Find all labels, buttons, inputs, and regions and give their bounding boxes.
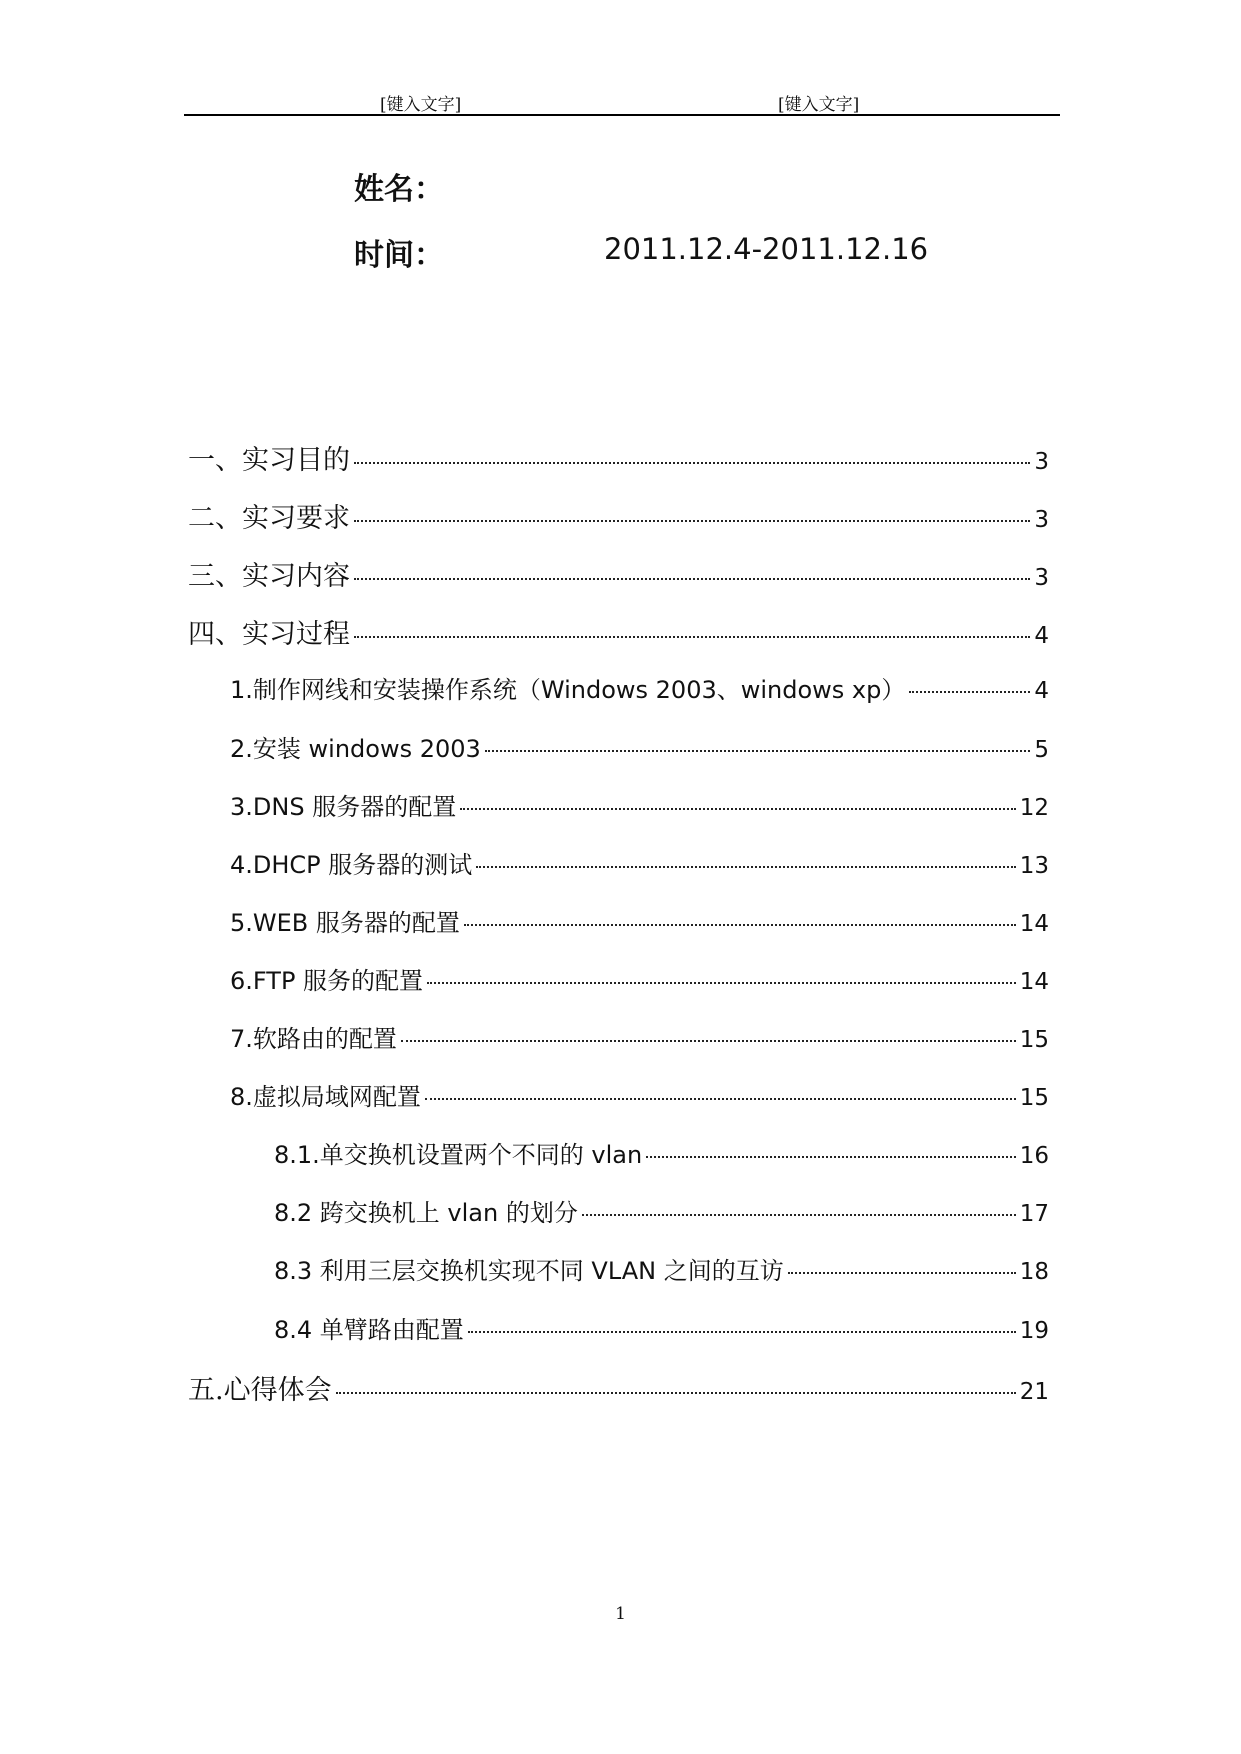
toc-entry[interactable] xyxy=(188,438,1049,478)
toc-dot-leader xyxy=(788,1272,1016,1274)
toc-dot-leader xyxy=(464,924,1016,926)
toc-entry-title: 3.DNS 服务器的配置 xyxy=(230,793,457,821)
toc-entry-page: 4 xyxy=(1034,678,1049,704)
toc-entry-page: 14 xyxy=(1019,969,1049,995)
toc-dot-leader xyxy=(354,578,1030,580)
toc-entry-page: 3 xyxy=(1034,507,1049,533)
toc-entry[interactable] xyxy=(230,903,1049,943)
page-number: 1 xyxy=(615,1604,626,1624)
toc-entry[interactable] xyxy=(274,1135,1049,1175)
toc-entry-title: 8.虚拟局域网配置 xyxy=(230,1083,421,1111)
toc-entry[interactable] xyxy=(274,1193,1049,1233)
toc-entry-title: 二、实习要求 xyxy=(188,503,350,534)
toc-entry-title: 8.2 跨交换机上 vlan 的划分 xyxy=(274,1199,578,1227)
toc-entry-page: 17 xyxy=(1019,1201,1049,1227)
toc-dot-leader xyxy=(582,1214,1016,1216)
toc-entry-title: 五.心得体会 xyxy=(188,1375,332,1406)
toc-dot-leader xyxy=(336,1392,1016,1394)
toc-entry-title: 四、实习过程 xyxy=(188,619,350,650)
toc-entry-title: 三、实习内容 xyxy=(188,561,350,592)
toc-entry-page: 19 xyxy=(1019,1318,1049,1344)
toc-entry-page: 4 xyxy=(1034,623,1049,649)
toc-dot-leader xyxy=(468,1331,1016,1333)
toc-entry-title: 8.1.单交换机设置两个不同的 vlan xyxy=(274,1141,643,1169)
toc-entry[interactable] xyxy=(188,612,1049,652)
toc-dot-leader xyxy=(425,1098,1016,1100)
toc-entry[interactable] xyxy=(188,554,1049,594)
toc-entry-page: 5 xyxy=(1034,737,1049,763)
toc-entry-page: 15 xyxy=(1019,1027,1049,1053)
toc-entry-page: 13 xyxy=(1019,853,1049,879)
toc-entry-page: 12 xyxy=(1019,795,1049,821)
toc-entry-title: 8.3 利用三层交换机实现不同 VLAN 之间的互访 xyxy=(274,1257,784,1285)
toc-entry-title: 一、实习目的 xyxy=(188,445,350,476)
toc-dot-leader xyxy=(427,982,1016,984)
toc-entry[interactable] xyxy=(188,496,1049,536)
time-value: 2011.12.4-2011.12.16 xyxy=(604,232,929,266)
toc-entry[interactable] xyxy=(230,1019,1049,1059)
toc-entry-title: 5.WEB 服务器的配置 xyxy=(230,909,460,937)
toc-entry[interactable] xyxy=(188,1368,1049,1408)
toc-entry-page: 18 xyxy=(1019,1259,1049,1285)
toc-entry-title: 4.DHCP 服务器的测试 xyxy=(230,851,473,879)
toc-entry[interactable] xyxy=(230,845,1049,885)
toc-entry[interactable] xyxy=(230,729,1049,769)
toc-entry-title: 1.制作网线和安装操作系统（Windows 2003、windows xp） xyxy=(230,676,906,704)
toc-entry-title: 8.4 单臂路由配置 xyxy=(274,1316,464,1344)
toc-dot-leader xyxy=(476,866,1015,868)
toc-dot-leader xyxy=(646,1156,1016,1158)
toc-entry-title: 2.安装 windows 2003 xyxy=(230,735,481,763)
toc-dot-leader xyxy=(460,808,1016,810)
toc-dot-leader xyxy=(354,636,1030,638)
toc-entry-page: 16 xyxy=(1019,1143,1049,1169)
toc-dot-leader xyxy=(909,691,1030,693)
toc-entry-title: 6.FTP 服务的配置 xyxy=(230,967,424,995)
header-left-text: [键入文字] xyxy=(380,95,462,115)
toc-dot-leader xyxy=(401,1040,1016,1042)
toc-entry[interactable] xyxy=(230,787,1049,827)
toc-entry[interactable] xyxy=(274,1310,1049,1350)
toc-entry-page: 3 xyxy=(1034,565,1049,591)
toc-dot-leader xyxy=(354,520,1030,522)
toc-entry-page: 21 xyxy=(1019,1379,1049,1405)
name-label: 姓名： xyxy=(354,172,444,207)
header-right-text: [键入文字] xyxy=(778,95,860,115)
toc-entry[interactable] xyxy=(230,961,1049,1001)
toc-entry[interactable] xyxy=(230,670,1049,710)
time-label: 时间： xyxy=(354,238,444,273)
toc-entry[interactable] xyxy=(274,1251,1049,1291)
toc-entry-title: 7.软路由的配置 xyxy=(230,1025,397,1053)
toc-dot-leader xyxy=(354,462,1030,464)
toc-entry[interactable] xyxy=(230,1077,1049,1117)
toc-dot-leader xyxy=(485,750,1031,752)
toc-entry-page: 14 xyxy=(1019,911,1049,937)
toc-entry-page: 15 xyxy=(1019,1085,1049,1111)
toc-entry-page: 3 xyxy=(1034,449,1049,475)
